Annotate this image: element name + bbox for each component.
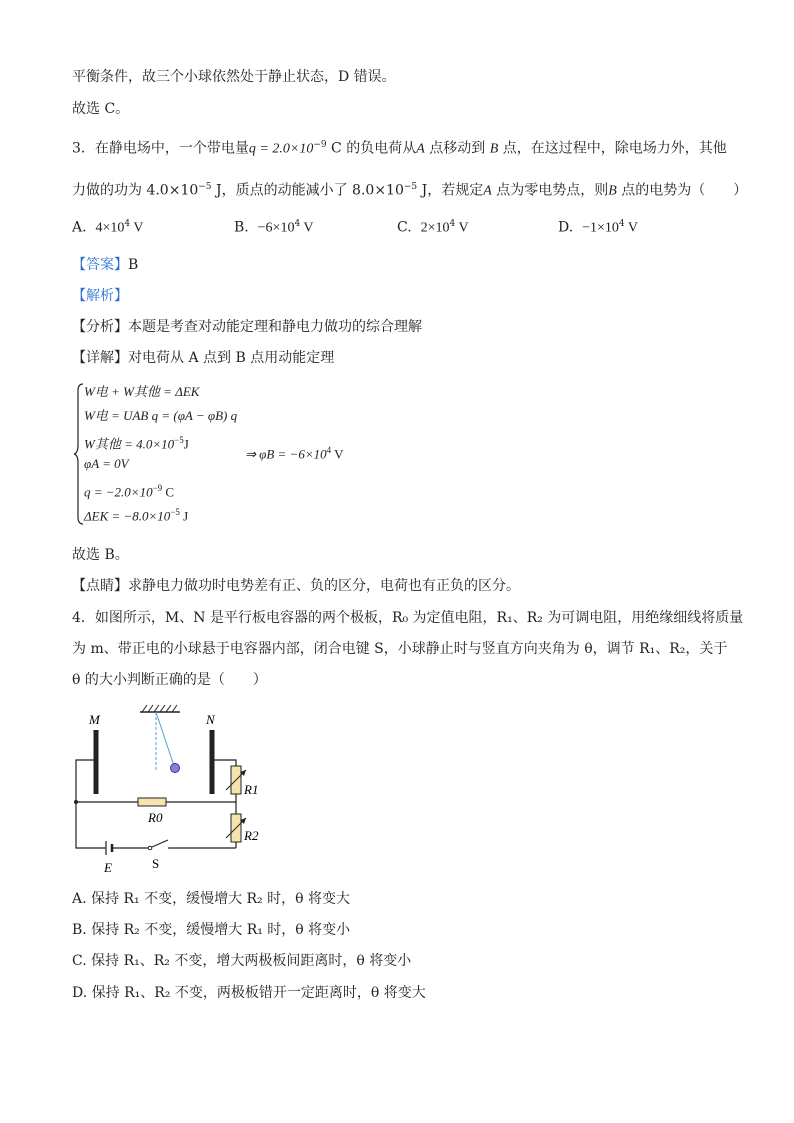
eq-row-5 — [84, 479, 174, 501]
eq-row-6-unit: J — [179, 508, 189, 524]
option-unit: V — [130, 220, 144, 236]
q3-exp: −5 — [198, 182, 212, 192]
option-value: 4×10 — [95, 220, 125, 236]
point-a: A — [483, 183, 492, 199]
resistor-r0 — [138, 798, 166, 806]
thread — [156, 712, 174, 766]
q3-exp: −5 — [403, 182, 418, 192]
eq-row-3-text: W其他 = 4.0×10 — [84, 436, 175, 452]
xiangjie-tag: 【详解】 — [72, 350, 128, 366]
capacitor-circuit-diagram — [68, 702, 278, 880]
option-exp: 4 — [294, 219, 301, 229]
label-m: M — [89, 712, 100, 727]
result-text: ⇒ φB = −6×10 — [245, 446, 327, 462]
eq-row-5-text: q = −2.0×10 — [84, 484, 153, 500]
dianjing-line — [72, 576, 520, 596]
eq-row-1: W电 + W其他 = ΔEK — [84, 384, 200, 399]
option-unit: V — [455, 220, 469, 236]
ceiling-hatch — [142, 705, 177, 712]
eq-row-6-exp: −5 — [170, 507, 180, 517]
q3-charge: q = 2.0×10 — [248, 141, 314, 157]
eq-row-2: W电 = UAB q = (φA − φB) q — [84, 408, 238, 423]
answer-line — [72, 255, 138, 275]
fenxi-line — [72, 317, 422, 337]
result-unit: V — [331, 446, 344, 462]
q3-text: 点为零电势点，则 — [491, 182, 609, 199]
option-exp: 4 — [618, 219, 625, 229]
option-value: 2×10 — [420, 220, 450, 236]
fenxi-tag: 【分析】 — [72, 319, 128, 335]
label-n: N — [206, 712, 215, 727]
xiangjie-line — [72, 348, 334, 368]
q3-text: 点移动到 — [424, 140, 490, 157]
q4-line-2: 为 m、带正电的小球悬于电容器内部，闭合电键 S，小球静止时与竖直方向夹角为 θ，调节 R₁、R₂，关于 — [72, 641, 728, 657]
q3-text: C 的负电荷从 — [326, 140, 417, 157]
eq-row-5-exp: −9 — [152, 483, 163, 493]
eq-row-3-unit: J — [183, 436, 189, 452]
charged-ball — [171, 764, 180, 773]
point-a: A — [416, 141, 425, 157]
fenxi-text: 本题是考查对动能定理和静电力做功的综合理解 — [128, 319, 422, 335]
eq-row-4: φA = 0V — [84, 456, 129, 471]
q4-line-3: θ 的大小判断正确的是（ ） — [72, 672, 267, 688]
option-label: B. — [234, 219, 249, 236]
eq-row-5-unit: C — [162, 484, 175, 500]
q3-text: J，若规定 — [417, 182, 484, 199]
q4-line-1: 4．如图所示，M、N 是平行板电容器的两个极板，R₀ 为定值电阻，R₁、R₂ 为可调电阻，用绝缘细线将质量 — [72, 610, 744, 626]
switch-contact — [148, 846, 152, 850]
q3-option-a[interactable] — [72, 219, 143, 237]
q3-option-b[interactable] — [234, 219, 314, 237]
left-brace-icon — [74, 383, 84, 525]
option-label: C. — [397, 219, 412, 236]
jiexi-tag: 【解析】 — [72, 288, 128, 304]
option-exp: 4 — [124, 219, 131, 229]
option-label: A. — [72, 219, 87, 236]
q4-option-b[interactable]: B. 保持 R₂ 不变，缓慢增大 R₁ 时，θ 将变小 — [72, 922, 351, 938]
q4-option-a[interactable]: A. 保持 R₁ 不变，缓慢增大 R₂ 时，θ 将变大 — [72, 891, 350, 907]
guxuan-line: 故选 B。 — [72, 547, 129, 563]
switch-lever — [152, 840, 168, 847]
option-label: D. — [558, 219, 574, 236]
eq-row-6-text: ΔEK = −8.0×10 — [84, 508, 171, 524]
point-b: B — [489, 141, 499, 157]
text-line-1: 平衡条件，故三个小球依然处于静止状态，D 错误。 — [72, 69, 396, 85]
label-r2: R2 — [244, 828, 259, 843]
label-s: S — [152, 856, 160, 871]
option-value: −6×10 — [257, 220, 295, 236]
xiangjie-text: 对电荷从 A 点到 B 点用动能定理 — [128, 350, 335, 366]
eq-row-3-exp: −5 — [174, 435, 184, 445]
q3-option-c[interactable] — [397, 219, 469, 237]
option-exp: 4 — [449, 219, 456, 229]
label-r1: R1 — [244, 782, 259, 797]
eq-row-3 — [84, 431, 189, 453]
label-r0: R0 — [148, 810, 163, 825]
result-exp: 4 — [326, 445, 332, 455]
answer-value: B — [128, 257, 139, 273]
q3-option-d[interactable] — [558, 219, 638, 237]
q3-text: 点的电势为（ ） — [616, 182, 748, 199]
option-unit: V — [300, 220, 314, 236]
q3-text: 3．在静电场中，一个带电量 — [72, 140, 249, 157]
analysis-tag — [72, 286, 128, 306]
dianjing-text: 求静电力做功时电势差有正、负的区分，电荷也有正负的区分。 — [128, 578, 520, 594]
eq-row-6 — [84, 503, 188, 525]
q3-line-1 — [72, 135, 727, 160]
option-unit: V — [624, 220, 638, 236]
option-value: −1×10 — [582, 220, 619, 236]
text-line-2: 故选 C。 — [72, 101, 130, 117]
junction-dot — [74, 800, 78, 804]
equation-system — [74, 383, 254, 525]
label-e: E — [104, 860, 112, 875]
answer-tag: 【答案】 — [72, 257, 128, 273]
q3-text: 点，在这过程中，除电场力外，其他 — [498, 140, 727, 157]
dianjing-tag: 【点睛】 — [72, 578, 128, 594]
q3-text: J，质点的动能减小了 8.0×10 — [211, 182, 404, 199]
equation-result — [245, 445, 344, 462]
q3-text: 力做的功为 4.0×10 — [72, 182, 199, 199]
q3-line-2 — [72, 177, 747, 202]
q4-option-d[interactable]: D. 保持 R₁、R₂ 不变，两极板错开一定距离时，θ 将变大 — [72, 985, 426, 1001]
q4-option-c[interactable]: C. 保持 R₁、R₂ 不变，增大两极板间距离时，θ 将变小 — [72, 953, 412, 969]
q3-charge-exp: −9 — [313, 140, 327, 150]
point-b: B — [608, 183, 617, 199]
